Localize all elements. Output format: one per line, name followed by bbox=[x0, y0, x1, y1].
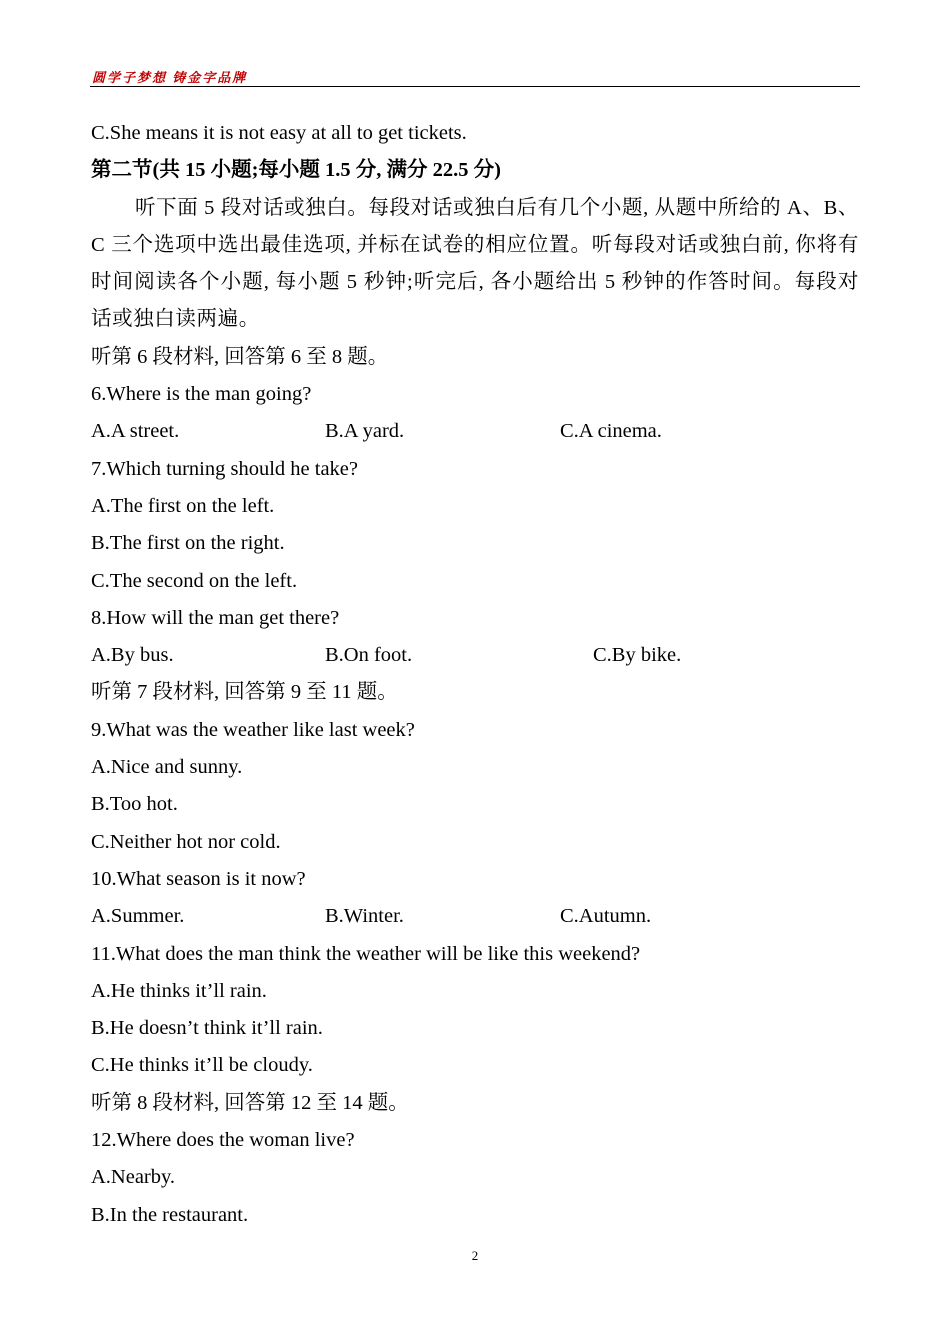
question-6-options bbox=[91, 413, 859, 450]
option-b: B.Winter. bbox=[325, 905, 404, 928]
section-heading: 第二节(共 15 小题;每小题 1.5 分, 满分 22.5 分) bbox=[91, 159, 501, 182]
option-c: C.By bike. bbox=[593, 644, 682, 667]
question-8: 8.How will the man get there? bbox=[91, 606, 340, 629]
question-8-options bbox=[91, 637, 859, 674]
header-brand-slogan: 圆学子梦想 铸金字品牌 bbox=[92, 70, 248, 85]
question-6: 6.Where is the man going? bbox=[91, 383, 312, 406]
option-a: A.The first on the left. bbox=[91, 494, 275, 517]
question-9: 9.What was the weather like last week? bbox=[91, 718, 415, 741]
option-b: B.A yard. bbox=[325, 420, 405, 443]
option-line: C.She means it is not easy at all to get tickets. bbox=[91, 122, 467, 144]
option-c: C.He thinks it’ll be cloudy. bbox=[91, 1054, 313, 1077]
option-c: C.A cinema. bbox=[560, 420, 662, 443]
page-number: 2 bbox=[471, 1248, 479, 1263]
question-10-options bbox=[91, 898, 859, 935]
option-b: B.Too hot. bbox=[91, 793, 178, 816]
section-instructions: 听下面 5 段对话或独白。每段对话或独白后有几个小题, 从题中所给的 A、B、C 三个选项中选出最佳选项, 并标在试卷的相应位置。听每段对话或独白前, 你将有时间阅读各个小题, 每小题 5 秒钟;听完后, 各小题给出 5 秒钟的作答时间。每段对话或独白读两遍。 bbox=[91, 196, 859, 331]
option-b: B.The first on the right. bbox=[91, 532, 285, 555]
option-a: A.Summer. bbox=[91, 905, 185, 928]
segment-heading-6: 听第 6 段材料, 回答第 6 至 8 题。 bbox=[91, 345, 389, 368]
option-c: C.Autumn. bbox=[560, 905, 652, 928]
option-a: A.Nice and sunny. bbox=[91, 756, 243, 779]
question-7: 7.Which turning should he take? bbox=[91, 457, 359, 480]
document-body bbox=[91, 115, 859, 1234]
option-a: A.By bus. bbox=[91, 644, 174, 667]
question-10: 10.What season is it now? bbox=[91, 867, 306, 890]
question-12: 12.Where does the woman live? bbox=[91, 1129, 355, 1152]
option-a: A.He thinks it’ll rain. bbox=[91, 979, 267, 1002]
segment-heading-8: 听第 8 段材料, 回答第 12 至 14 题。 bbox=[91, 1091, 409, 1114]
option-c: C.The second on the left. bbox=[91, 569, 298, 592]
question-11: 11.What does the man think the weather will be like this weekend? bbox=[91, 942, 641, 965]
option-c: C.Neither hot nor cold. bbox=[91, 830, 281, 853]
option-a: A.A street. bbox=[91, 420, 180, 443]
option-a: A.Nearby. bbox=[91, 1166, 176, 1189]
option-b: B.On foot. bbox=[325, 644, 413, 667]
option-b: B.In the restaurant. bbox=[91, 1203, 249, 1226]
segment-heading-7: 听第 7 段材料, 回答第 9 至 11 题。 bbox=[91, 681, 398, 704]
header-divider bbox=[90, 86, 860, 87]
option-b: B.He doesn’t think it’ll rain. bbox=[91, 1017, 323, 1040]
